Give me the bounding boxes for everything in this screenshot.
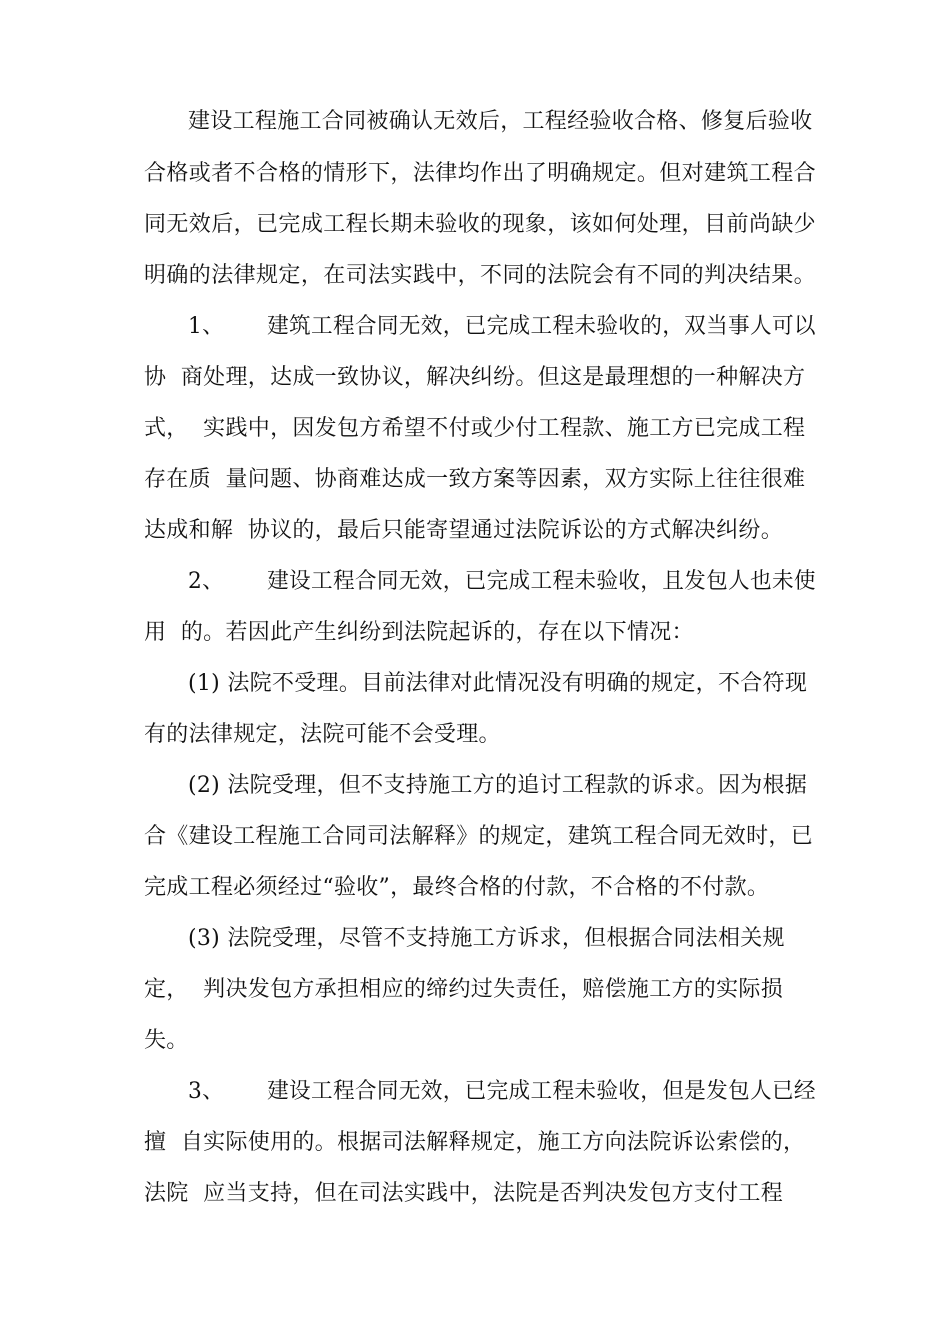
paragraph-6-line-3: 失。	[144, 1028, 189, 1053]
paragraph-2-line-5: 达成和解 协议的，最后只能寄望通过法院诉讼的方式解决纠纷。	[144, 518, 783, 543]
paragraph-1-line-3: 同无效后，已完成工程长期未验收的现象，该如何处理，目前尚缺少	[144, 212, 816, 237]
paragraph-2-line-2: 协 商处理，达成一致协议，解决纠纷。但这是最理想的一种解决方	[144, 365, 806, 390]
paragraph-4-line-1: (1) 法院不受理。目前法律对此情况没有明确的规定，不合符现	[188, 671, 808, 696]
paragraph-1-line-4: 明确的法律规定，在司法实践中，不同的法院会有不同的判决结果。	[144, 263, 816, 288]
paragraph-6-line-1: (3) 法院受理，尽管不支持施工方诉求，但根据合同法相关规	[188, 926, 785, 951]
paragraph-2-line-4: 存在质 量问题、协商难达成一致方案等因素，双方实际上往往很难	[144, 467, 806, 492]
paragraph-5-line-3: 完成工程必须经过“验收”，最终合格的付款，不合格的不付款。	[144, 875, 770, 900]
paragraph-7-line-2: 擅 自实际使用的。根据司法解释规定，施工方向法院诉讼索偿的，	[144, 1130, 806, 1155]
paragraph-7-line-3: 法院 应当支持，但在司法实践中，法院是否判决发包方支付工程	[144, 1181, 783, 1206]
paragraph-5-line-2: 合《建设工程施工合同司法解释》的规定，建筑工程合同无效时，已	[144, 824, 814, 849]
paragraph-6-line-2: 定， 判决发包方承担相应的缔约过失责任，赔偿施工方的实际损	[144, 977, 783, 1002]
paragraph-2-line-1: 1、 建筑工程合同无效，已完成工程未验收的，双当事人可以	[188, 314, 816, 339]
paragraph-3-line-1: 2、 建设工程合同无效，已完成工程未验收，且发包人也未使	[188, 569, 816, 594]
paragraph-3-line-2: 用 的。若因此产生纠纷到法院起诉的，存在以下情况：	[144, 620, 694, 645]
paragraph-5-line-1: (2) 法院受理，但不支持施工方的追讨工程款的诉求。因为根据	[188, 773, 808, 798]
paragraph-2-line-3: 式， 实践中，因发包方希望不付或少付工程款、施工方已完成工程	[144, 416, 806, 441]
paragraph-1-line-1: 建设工程施工合同被确认无效后，工程经验收合格、修复后验收	[188, 109, 813, 134]
paragraph-4-line-2: 有的法律规定，法院可能不会受理。	[144, 722, 501, 747]
paragraph-7-line-1: 3、 建设工程合同无效，已完成工程未验收，但是发包人已经	[188, 1079, 816, 1104]
paragraph-1-line-2: 合格或者不合格的情形下，法律均作出了明确规定。但对建筑工程合	[144, 161, 816, 186]
